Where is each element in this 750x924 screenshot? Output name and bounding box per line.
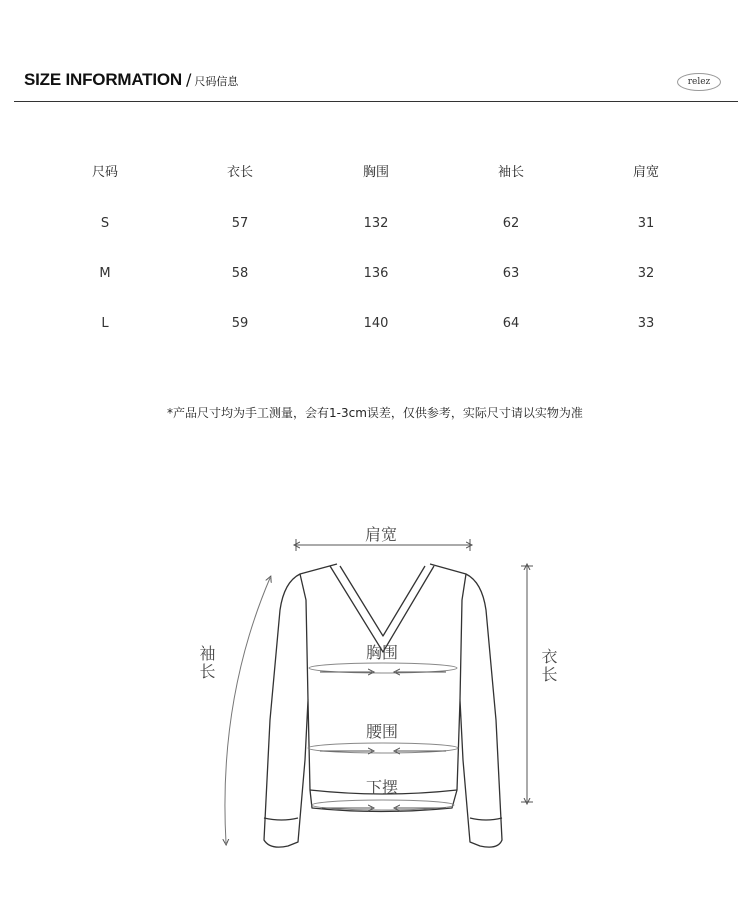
table-cell: 63 xyxy=(502,266,520,281)
table-cell: 136 xyxy=(363,266,389,281)
table-cell: L xyxy=(101,316,109,331)
table-cell: 33 xyxy=(637,316,655,331)
table-cell: 59 xyxy=(231,316,249,331)
table-cell: 140 xyxy=(363,316,389,331)
column-header-size: 尺码 xyxy=(91,165,118,180)
column-header-chest: 胸围 xyxy=(362,165,389,180)
table-cell: 58 xyxy=(231,266,249,281)
table-cell: 32 xyxy=(637,266,655,281)
table-cell: 57 xyxy=(231,216,249,231)
waist-label: 腰围 xyxy=(366,722,399,741)
hem-label: 下摆 xyxy=(366,778,399,797)
measurement-note: *产品尺寸均为手工测量，会有1-3cm误差，仅供参考，实际尺寸请以实物为准 xyxy=(167,406,583,420)
column-header-sleeve: 袖长 xyxy=(497,165,524,180)
chest-label: 胸围 xyxy=(366,643,399,662)
length-label: 衣长 xyxy=(539,648,558,684)
table-cell: 62 xyxy=(502,216,520,231)
sleeve-label: 袖长 xyxy=(197,645,216,681)
table-cell: 64 xyxy=(502,316,520,331)
table-cell: 31 xyxy=(637,216,655,231)
title-chinese: 尺码信息 xyxy=(194,75,239,88)
table-cell: 132 xyxy=(363,216,389,231)
sleeve-arrow xyxy=(225,578,270,843)
shoulder-label: 肩宽 xyxy=(365,525,398,544)
title-separator: / xyxy=(185,70,192,89)
title-english: SIZE INFORMATION xyxy=(24,70,182,89)
sweater-outline xyxy=(264,564,502,847)
column-header-length: 衣长 xyxy=(226,165,253,180)
brand-logo: relez xyxy=(677,73,721,91)
table-cell: M xyxy=(99,266,111,281)
table-cell: S xyxy=(100,216,110,231)
column-header-shoulder: 肩宽 xyxy=(632,165,659,180)
